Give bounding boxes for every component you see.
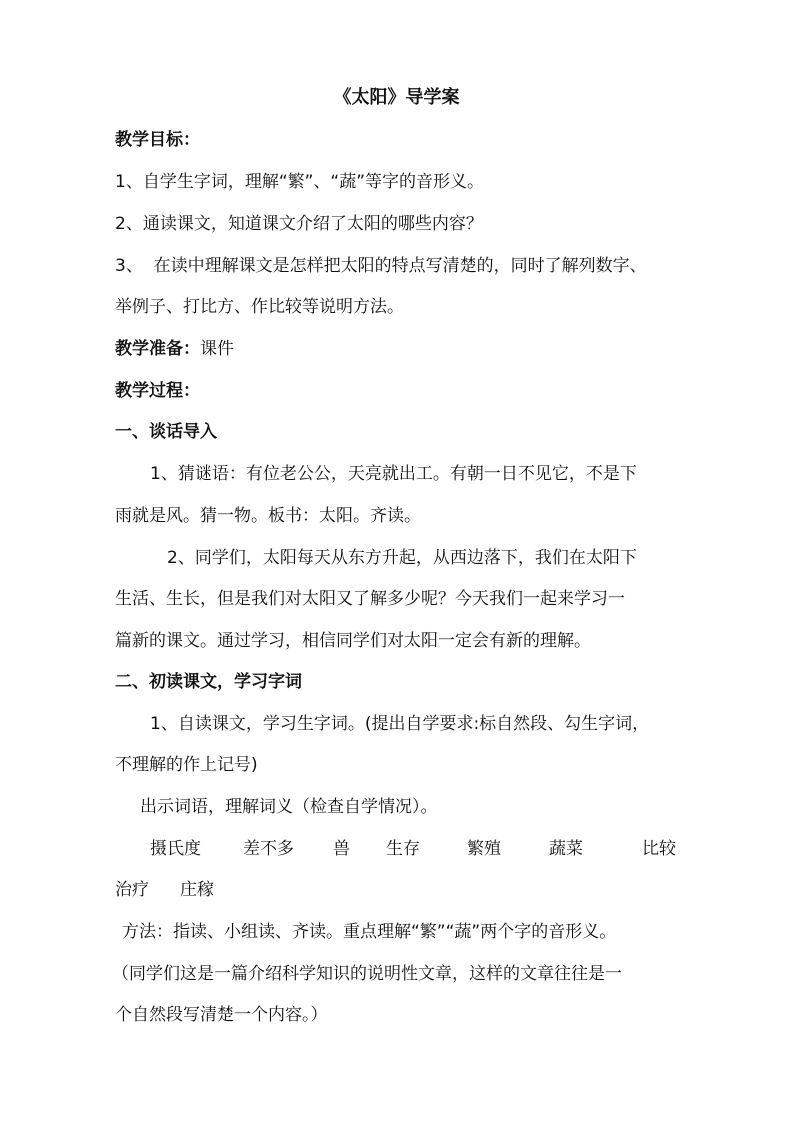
- goals-heading: 教学目标：: [115, 130, 200, 150]
- vocab-word: 比较: [642, 839, 676, 859]
- vocab-word: 兽: [333, 839, 350, 859]
- process-heading: 教学过程：: [115, 381, 200, 401]
- section-2-para-1-line-2: 不理解的作上记号): [115, 755, 258, 775]
- goal-2: 2、通读课文，知道课文介绍了太阳的哪些内容？: [115, 214, 483, 234]
- vocab-word: 蔬菜: [549, 839, 583, 859]
- goal-3-line-1: 3、 在读中理解课文是怎样把太阳的特点写清楚的，同时了解列数字、: [115, 256, 647, 276]
- vocab-word: 繁殖: [467, 839, 501, 859]
- section-2-para-1-line-1: 1、自读课文，学习生字词。(提出自学要求:标自然段、勾生字词，: [150, 714, 650, 734]
- vocab-word: 差不多: [243, 839, 294, 859]
- section-1-para-1-line-2: 雨就是风。猜一物。板书：太阳。齐读。: [115, 506, 421, 526]
- goal-1: 1、自学生字词，理解“繁”、“蔬”等字的音形义。: [115, 172, 485, 192]
- section-1-para-1-line-1: 1、猜谜语：有位老公公，天亮就出工。有朝一日不见它，不是下: [150, 464, 637, 484]
- section-2-para-2: 出示词语，理解词义（检查自学情况）。: [140, 797, 438, 817]
- prep-value: 课件: [200, 339, 234, 359]
- method-line: 方法：指读、小组读、齐读。重点理解“繁”“蔬”两个字的音形义。: [122, 922, 617, 942]
- section-1-para-2-line-2: 生活、生长，但是我们对太阳又了解多少呢？今天我们一起来学习一: [115, 589, 625, 609]
- section-2-heading: 二、初读课文，学习字词: [115, 672, 302, 692]
- page-title: 《太阳》导学案: [333, 87, 460, 108]
- vocab-word: 摄氏度: [150, 839, 201, 859]
- section-1-para-2-line-1: 2、同学们，太阳每天从东方升起，从西边落下，我们在太阳下: [167, 548, 637, 568]
- vocab-word: 庄稼: [180, 880, 214, 900]
- section-1-para-2-line-3: 篇新的课文。通过学习，相信同学们对太阳一定会有新的理解。: [115, 631, 591, 651]
- note-line-2: 个自然段写清楚一个内容。）: [115, 1005, 328, 1025]
- vocab-word: 生存: [386, 839, 420, 859]
- section-1-heading: 一、谈话导入: [115, 422, 217, 442]
- vocab-word: 治疗: [115, 880, 149, 900]
- goal-3-line-2: 举例子、打比方、作比较等说明方法。: [115, 297, 404, 317]
- prep-label: 教学准备：: [115, 339, 200, 359]
- prep-line: [115, 337, 234, 361]
- note-line-1: （同学们这是一篇介绍科学知识的说明性文章，这样的文章往往是一: [112, 964, 622, 984]
